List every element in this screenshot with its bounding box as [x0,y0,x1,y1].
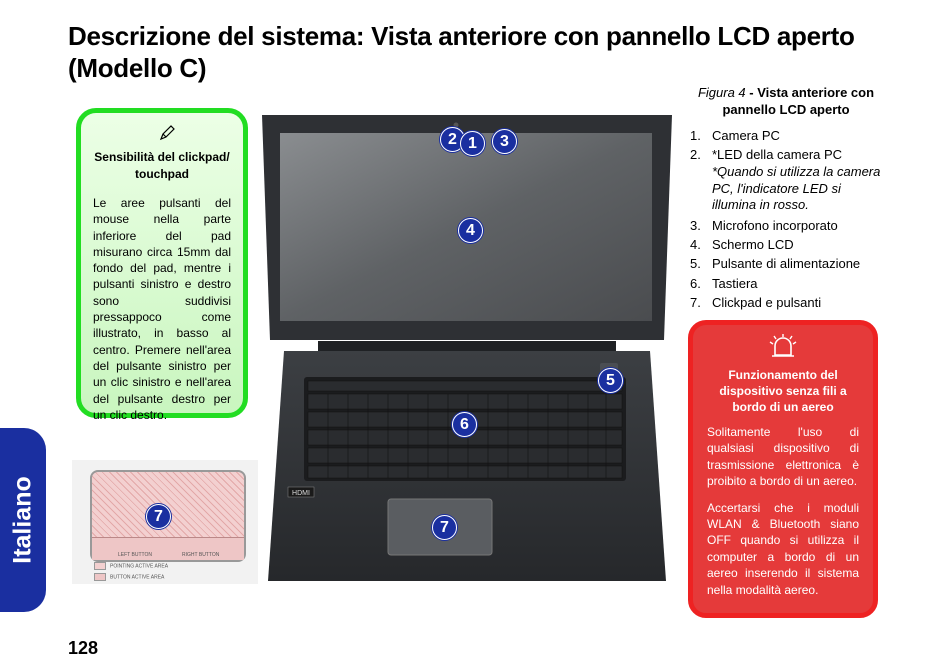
figure-caption-text: - Vista anteriore con pannello LCD aperto [722,85,875,117]
warning-paragraph-2: Accertarsi che i moduli WLAN & Bluetooth siano OFF quando si utilizza il computer a bordo di un aereo inserendo il sistema nella modalità aereo. [707,500,859,597]
legend-pointing: POINTING ACTIVE AREA [94,562,168,570]
badge-5: 5 [598,368,623,393]
warning-title: Funzionamento del dispositivo senza fili a bordo di un aereo [719,368,847,414]
badge-3: 3 [492,129,517,154]
list-item: 5. Pulsante di alimentazione [690,256,861,272]
legend-button: BUTTON ACTIVE AREA [94,573,164,581]
list-item: 1. Camera PC [690,128,780,143]
component-list [690,126,886,312]
page-title: Descrizione del sistema: Vista anteriore con pannello LCD aperto (Modello C) [68,21,855,83]
hdmi-text: HDMI [292,490,310,497]
warning-box [688,320,878,618]
list-item: 7. Clickpad e pulsanti [690,294,822,310]
left-button-label: LEFT BUTTON [118,552,152,558]
note-title: Sensibilità del clickpad/ touchpad [94,150,230,181]
note-body: Le aree pulsanti del mouse nella parte inferiore del pad misurano circa 15mm dal fondo del pad, mentre i pulsanti sinistro e destro sono suddivisi pressappoco come illustrato, in basso al centro. Premere nell'area del pulsante sinistro per un clic sinistro e nell'area del pulsante destro per un clic destro. [93,196,231,422]
badge-4: 4 [458,218,483,243]
list-item: 4. Schermo LCD [690,237,794,253]
list-item: 3. Microfono incorporato [690,217,838,233]
badge-2: 2 [440,127,465,152]
badge-6: 6 [452,412,477,437]
laptop-illustration [262,115,672,583]
list-item: 2. *LED della camera PC *Quando si utilizza la camera PC, l'indicatore LED si illumina in rosso. [690,145,886,214]
language-tab-label: Italiano [8,476,37,564]
note-box [76,108,248,422]
touchpad-diagram [72,460,258,584]
page-number: 128 [68,638,99,658]
badge-1: 1 [460,131,485,156]
alarm-icon [707,333,859,363]
list-item: 6. Tastiera [690,275,758,291]
warning-body [707,424,859,598]
list-item-note: *Quando si utilizza la camera PC, l'indicatore LED si illumina in rosso. [712,164,881,213]
badge-7: 7 [432,515,457,540]
touchpad-button-area [92,537,244,560]
right-button-label: RIGHT BUTTON [182,552,220,558]
badge-7-touchpad: 7 [146,504,171,529]
figure-caption-prefix: Figura 4 [697,85,746,100]
pencil-icon [103,123,231,145]
language-tab [0,428,46,612]
laptop-drawing [262,115,672,583]
warning-paragraph-1: Solitamente l'uso di qualsiasi dispositivo di trasmissione elettronica è proibito a bordo di un aereo. [707,425,859,489]
figure-caption [688,84,884,118]
